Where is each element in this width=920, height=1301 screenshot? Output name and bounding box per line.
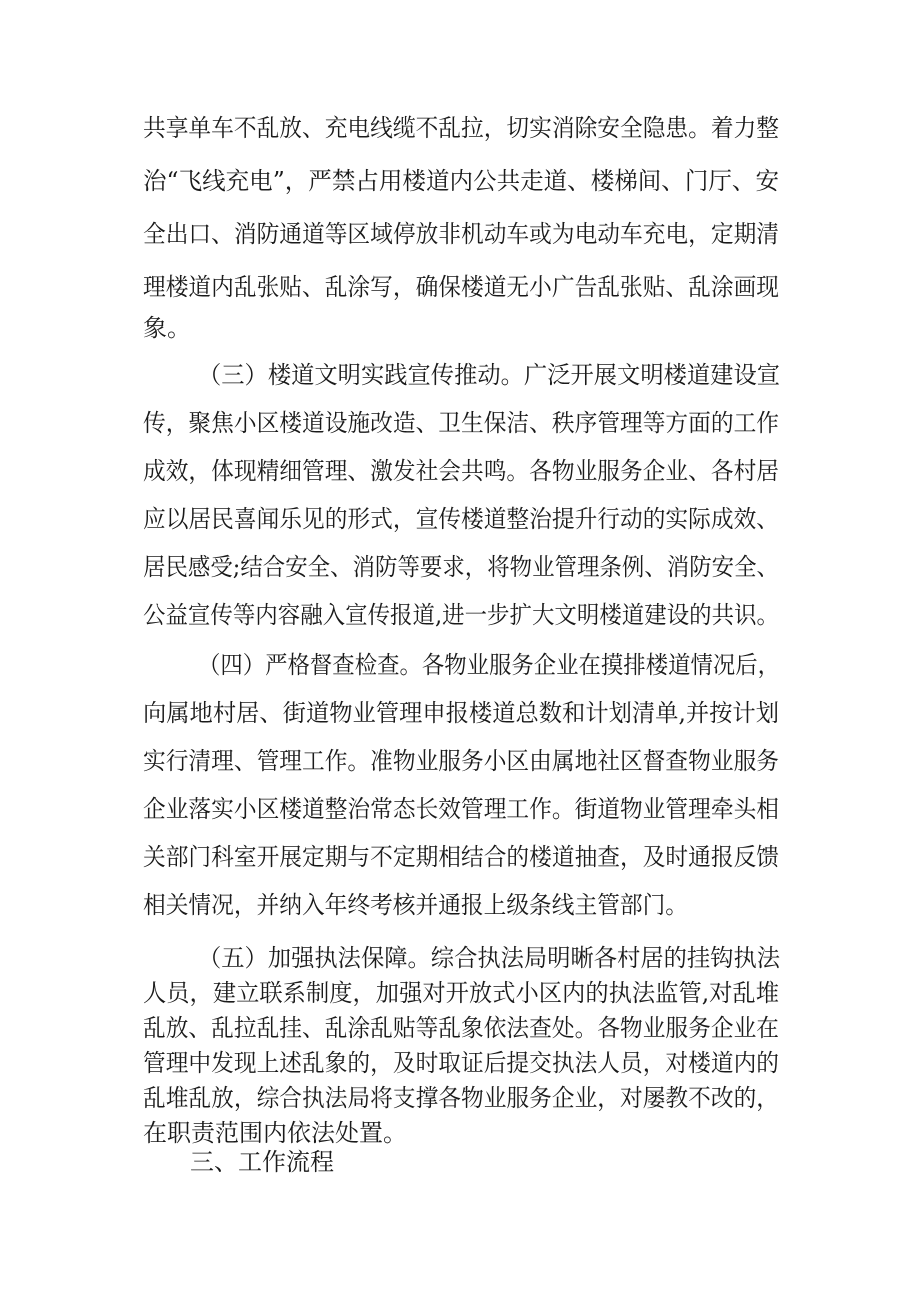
document-page: 共享单车不乱放、充电线缆不乱拉，切实消除安全隐患。着力整 治“飞线充电”，严禁占用楼道内公共走道、楼梯间、门厅、安 全出口、消防通道等区域停放非机动车或为电动车充电，定期清 理楼道内乱张贴、乱涂写，确保楼道无小广告乱张贴、乱涂画现 象。 （三）楼道文明实践宣传推动。广泛开展文明楼道建设宣 传，聚焦小区楼道设施改造、卫生保洁、秩序管理等方面的工作 成效，体现精细管理、激发社会共鸣。各物业服务企业、各村居 应以居民喜闻乐见的形式，宣传楼道整治提升行动的实际成效、 居民感受;结合安全、消防等要求，将物业管理条例、消防安全、 公益宣传等内容融入宣传报道,进一步扩大文明楼道建设的共识。 （四）严格督查检查。各物业服务企业在摸排楼道情况后， 向属地村居、街道物业管理申报楼道总数和计划清单,并按计划 实行清理、管理工作。准物业服务小区由属地社区督查物业服务 企业落实小区楼道整治常态长效管理工作。街道物业管理牵头相 关部门科室开展定期与不定期相结合的楼道抽查，及时通报反馈 相关情况，并纳入年终考核并通报上级条线主管部门。 （五）加强执法保障。综合执法局明晰各村居的挂钩执法 人员，建立联系制度，加强对开放式小区内的执法监管,对乱堆 乱放、乱拉乱挂、乱涂乱贴等乱象依法查处。各物业服务企业在 管理中发现上述乱象的，及时取证后提交执法人员，对楼道内的 乱堆乱放，综合执法局将支撑各物业服务企业，对屡教不改的， 在职责范围内依法处置。 三、工作流程 bbox=[0, 0, 920, 1301]
